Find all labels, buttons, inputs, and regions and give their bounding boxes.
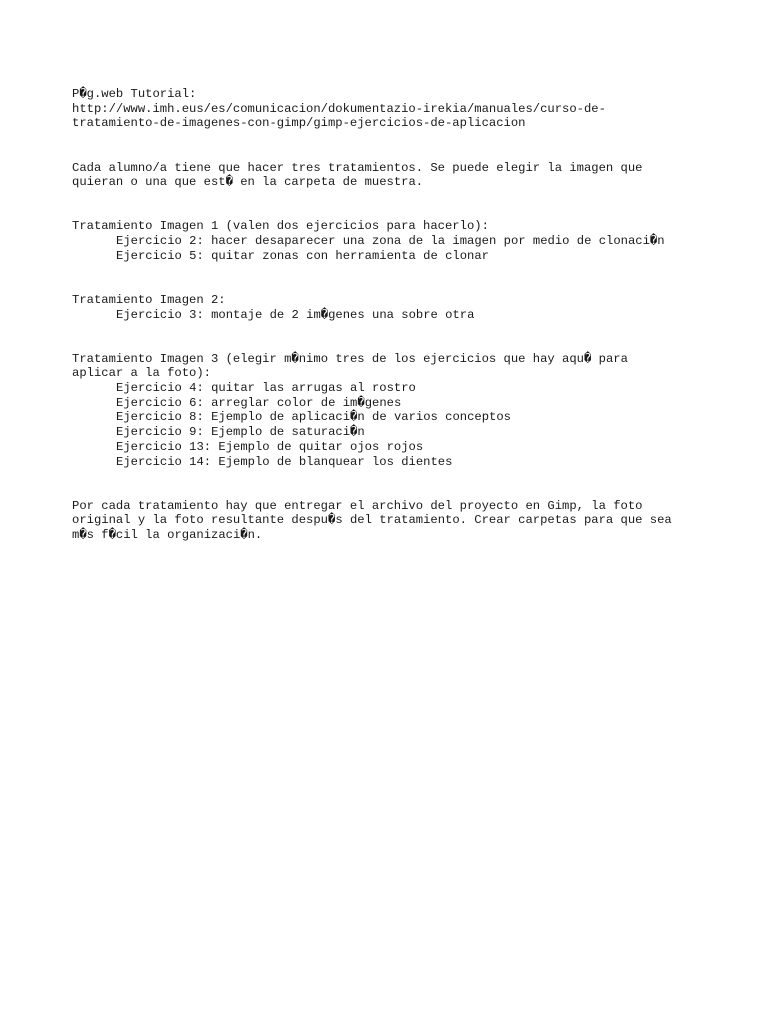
treatment-2-title: Tratamiento Imagen 2:: [72, 292, 226, 307]
treatment-3-item: Ejercicio 13: Ejemplo de quitar ojos rojos: [116, 439, 424, 454]
treatment-3-item: Ejercicio 14: Ejemplo de blanquear los dientes: [116, 454, 453, 469]
intro-line-1: Cada alumno/a tiene que hacer tres tratamientos. Se puede elegir la imagen que: [72, 160, 643, 175]
treatment-3-item: Ejercicio 4: quitar las arrugas al rostro: [116, 381, 416, 395]
treatment-1-title: Tratamiento Imagen 1 (valen dos ejercicios para hacerlo):: [72, 219, 489, 234]
treatment-1-item: Ejercicio 2: hacer desaparecer una zona de la imagen por medio de clonaci�n: [116, 234, 665, 248]
tutorial-url-line-2: tratamiento-de-imagenes-con-gimp/gimp-ejercicios-de-aplicacion: [72, 116, 526, 131]
intro-paragraph: [72, 161, 752, 190]
treatment-3-item: Ejercicio 9: Ejemplo de saturaci�n: [116, 425, 365, 440]
treatment-3-title-line-1: Tratamiento Imagen 3 (elegir m�nimo tres de los ejercicios que hay aqu� para: [72, 351, 628, 366]
treatment-3-title-line-2: aplicar a la foto):: [72, 366, 211, 381]
closing-paragraph: [72, 499, 752, 543]
treatment-1-item: Ejercicio 5: quitar zonas con herramienta de clonar: [116, 248, 489, 263]
spacer: [72, 131, 752, 160]
closing-line-1: Por cada tratamiento hay que entregar el archivo del proyecto en Gimp, la foto: [72, 498, 643, 513]
spacer: [72, 263, 752, 292]
treatment-3-item: Ejercicio 8: Ejemplo de aplicaci�n de varios conceptos: [116, 410, 511, 425]
tutorial-label: P�g.web Tutorial:: [72, 87, 197, 101]
tutorial-header: [72, 87, 752, 131]
tutorial-url-line-1: http://www.imh.eus/es/comunicacion/dokumentazio-irekia/manuales/curso-de-: [72, 101, 606, 116]
closing-line-3: m�s f�cil la organizaci�n.: [72, 528, 263, 543]
treatment-3-item: Ejercicio 6: arreglar color de im�genes: [116, 395, 402, 410]
treatment-3-section: [72, 352, 752, 470]
intro-line-2: quieran o una que est� en la carpeta de muestra.: [72, 175, 424, 190]
spacer: [72, 190, 752, 219]
spacer: [72, 322, 752, 351]
treatment-1-section: [72, 219, 752, 263]
closing-line-2: original y la foto resultante despu�s del tratamiento. Crear carpetas para que sea: [72, 513, 672, 528]
treatment-2-section: [72, 293, 752, 322]
document-page: [72, 87, 752, 543]
spacer: [72, 469, 752, 498]
treatment-2-item: Ejercicio 3: montaje de 2 im�genes una sobre otra: [116, 307, 475, 322]
